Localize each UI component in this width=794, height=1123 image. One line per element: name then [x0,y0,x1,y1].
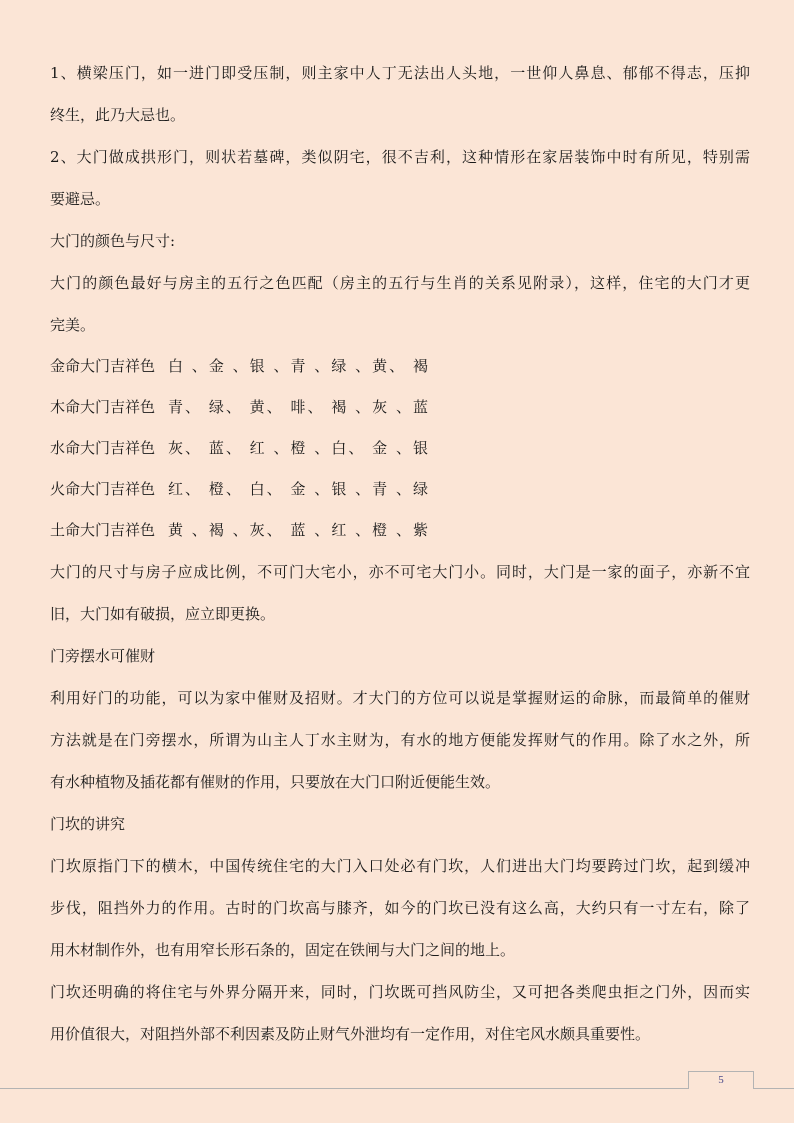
paragraph-line: 门坎原指门下的横木，中国传统住宅的大门入口处必有门坎，人们进出大门均要跨过门坎，起到缓冲 [50,857,750,875]
paragraph-line: 2、大门做成拱形门，则状若墓碑，类似阴宅，很不吉利，这种情形在家居装饰中时有所见，特别需 [50,148,750,166]
color-row-wood [50,387,750,428]
paragraph-line: 旧，大门如有破损，应立即更换。 [50,605,276,623]
paragraph-line: 终生，此乃大忌也。 [50,106,186,124]
color-row-values: 白 、金 、银 、青 、绿 、黄、 褐 [168,357,428,375]
section-heading: 大门的颜色与尺寸: [50,232,176,250]
color-row-values: 青、 绿、 黄、 啡、 褐 、灰 、蓝 [168,398,428,416]
paragraph-line: 利用好门的功能，可以为家中催财及招财。才大门的方位可以说是掌握财运的命脉，而最简单的催财 [50,689,750,707]
color-row-values: 红、 橙、 白、 金 、银 、青 、绿 [168,480,428,498]
paragraph-line: 要避忌。 [50,190,111,208]
paragraph-line: 完美。 [50,316,96,334]
page-body [50,52,750,1055]
paragraph-line: 1、横梁压门，如一进门即受压制，则主家中人丁无法出人头地，一世仰人鼻息、郁郁不得志，压抑 [50,64,750,82]
paragraph-line: 方法就是在门旁摆水，所谓为山主人丁水主财为，有水的地方便能发挥财气的作用。除了水之外，所 [50,731,750,749]
color-row-values: 灰、 蓝、 红 、橙 、白、 金 、银 [168,439,428,457]
color-row-earth [50,510,750,551]
color-row-label: 水命大门吉祥色 [50,439,156,457]
paragraph-line: 大门的颜色最好与房主的五行之色匹配（房主的五行与生肖的关系见附录），这样，住宅的大门才更 [50,274,750,292]
paragraph-line: 用价值很大，对阻挡外部不利因素及防止财气外泄均有一定作用，对住宅风水颇具重要性。 [50,1025,651,1043]
paragraph-line: 步伐，阻挡外力的作用。古时的门坎高与膝齐，如今的门坎已没有这么高，大约只有一寸左右，除了 [50,899,750,917]
color-row-label: 金命大门吉祥色 [50,357,156,375]
paragraph-line: 用木材制作外，也有用窄长形石条的，固定在铁闸与大门之间的地上。 [50,941,516,959]
color-row-metal [50,346,750,387]
page-number: 5 [688,1071,754,1089]
color-row-label: 土命大门吉祥色 [50,521,156,539]
paragraph-line: 大门的尺寸与房子应成比例，不可门大宅小，亦不可宅大门小。同时，大门是一家的面子，亦新不宜 [50,563,750,581]
color-row-fire [50,469,750,510]
color-row-label: 木命大门吉祥色 [50,398,156,416]
color-row-water [50,428,750,469]
color-row-label: 火命大门吉祥色 [50,480,156,498]
paragraph-line: 门坎还明确的将住宅与外界分隔开来，同时，门坎既可挡风防尘，又可把各类爬虫拒之门外，因而实 [50,983,750,1001]
section-heading: 门旁摆水可催财 [50,647,156,665]
color-row-values: 黄 、褐 、灰、 蓝 、红 、橙 、紫 [168,521,428,539]
footer-divider [0,1088,794,1089]
section-heading: 门坎的讲究 [50,815,126,833]
paragraph-line: 有水种植物及插花都有催财的作用，只要放在大门口附近便能生效。 [50,773,501,791]
